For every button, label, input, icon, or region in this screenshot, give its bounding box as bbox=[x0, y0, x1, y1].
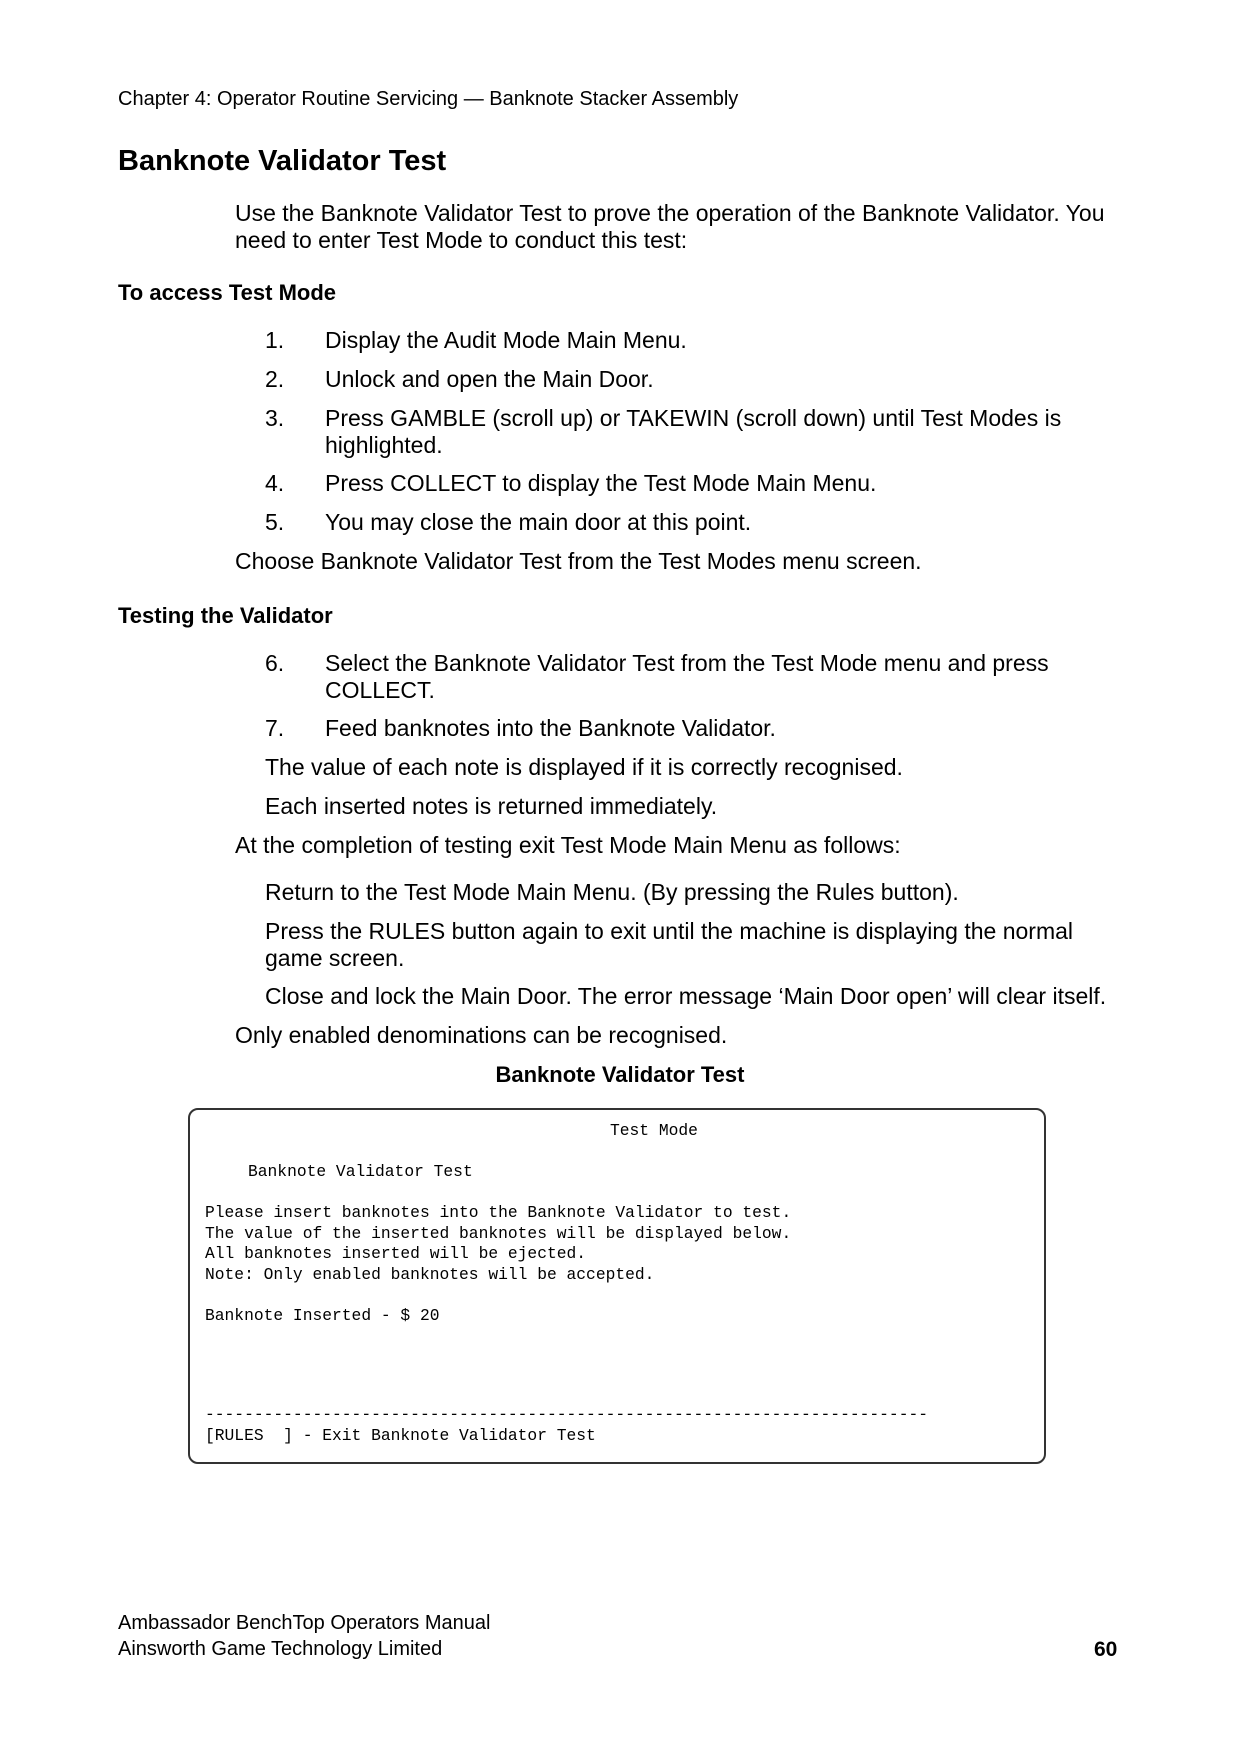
screen-instruction-line: Please insert banknotes into the Banknote Validator to test. bbox=[205, 1203, 792, 1222]
screen-mode-title: Test Mode bbox=[610, 1121, 698, 1140]
step-text: Display the Audit Mode Main Menu. bbox=[325, 327, 687, 353]
page-title: Banknote Validator Test bbox=[118, 145, 447, 177]
screen-divider: -------------------------------------------------------------------------- bbox=[205, 1405, 929, 1424]
step-text: Unlock and open the Main Door. bbox=[325, 366, 654, 392]
step-number: 6. bbox=[265, 650, 285, 676]
step-text: Press COLLECT to display the Test Mode Main Menu. bbox=[325, 470, 877, 496]
heading-testing-validator: Testing the Validator bbox=[118, 603, 333, 628]
footer-manual-title: Ambassador BenchTop Operators Manual bbox=[118, 1612, 491, 1634]
intro-paragraph: Use the Banknote Validator Test to prove the operation of the Banknote Validator. You need to enter Test Mode to conduct this test: bbox=[235, 200, 1105, 253]
note-value-paragraph: The value of each note is displayed if it is correctly recognised. bbox=[265, 754, 903, 780]
exit-step-close-door: Close and lock the Main Door. The error message ‘Main Door open’ will clear itself. bbox=[265, 983, 1107, 1009]
footer-company: Ainsworth Game Technology Limited bbox=[118, 1638, 443, 1660]
figure-caption: Banknote Validator Test bbox=[495, 1062, 745, 1087]
choose-paragraph: Choose Banknote Validator Test from the Test Modes menu screen. bbox=[235, 548, 922, 574]
heading-access-test-mode: To access Test Mode bbox=[118, 280, 337, 305]
step-number: 4. bbox=[265, 470, 285, 496]
step-number: 3. bbox=[265, 405, 285, 431]
step-number: 2. bbox=[265, 366, 285, 392]
running-head: Chapter 4: Operator Routine Servicing — Banknote Stacker Assembly bbox=[118, 88, 739, 110]
step-text: Feed banknotes into the Banknote Validator. bbox=[325, 715, 776, 741]
completion-paragraph: At the completion of testing exit Test Mode Main Menu as follows: bbox=[235, 832, 901, 858]
screen-test-title: Banknote Validator Test bbox=[248, 1162, 473, 1181]
screen-instruction-line: All banknotes inserted will be ejected. bbox=[205, 1244, 587, 1263]
step-text: Press GAMBLE (scroll up) or TAKEWIN (scroll down) until Test Modes is highlighted. bbox=[325, 405, 1062, 458]
page-number: 60 bbox=[1094, 1638, 1118, 1661]
step-number: 1. bbox=[265, 327, 285, 353]
only-enabled-paragraph: Only enabled denominations can be recognised. bbox=[235, 1022, 728, 1048]
step-text: You may close the main door at this point. bbox=[325, 509, 752, 535]
test-mode-screen bbox=[188, 1108, 1046, 1464]
screen-banknote-inserted: Banknote Inserted - $ 20 bbox=[205, 1306, 440, 1325]
exit-step-return: Return to the Test Mode Main Menu. (By pressing the Rules button). bbox=[265, 879, 959, 905]
step-text: Select the Banknote Validator Test from the Test Mode menu and press COLLECT. bbox=[325, 650, 1049, 703]
screen-instruction-line: Note: Only enabled banknotes will be accepted. bbox=[205, 1265, 655, 1284]
exit-step-rules: Press the RULES button again to exit until the machine is displaying the normal game screen. bbox=[265, 918, 1073, 971]
step-number: 7. bbox=[265, 715, 285, 741]
screen-instruction-line: The value of the inserted banknotes will be displayed below. bbox=[205, 1224, 792, 1243]
note-returned-paragraph: Each inserted notes is returned immediately. bbox=[265, 793, 718, 819]
step-number: 5. bbox=[265, 509, 285, 535]
screen-exit-hint: [RULES ] - Exit Banknote Validator Test bbox=[205, 1426, 596, 1445]
